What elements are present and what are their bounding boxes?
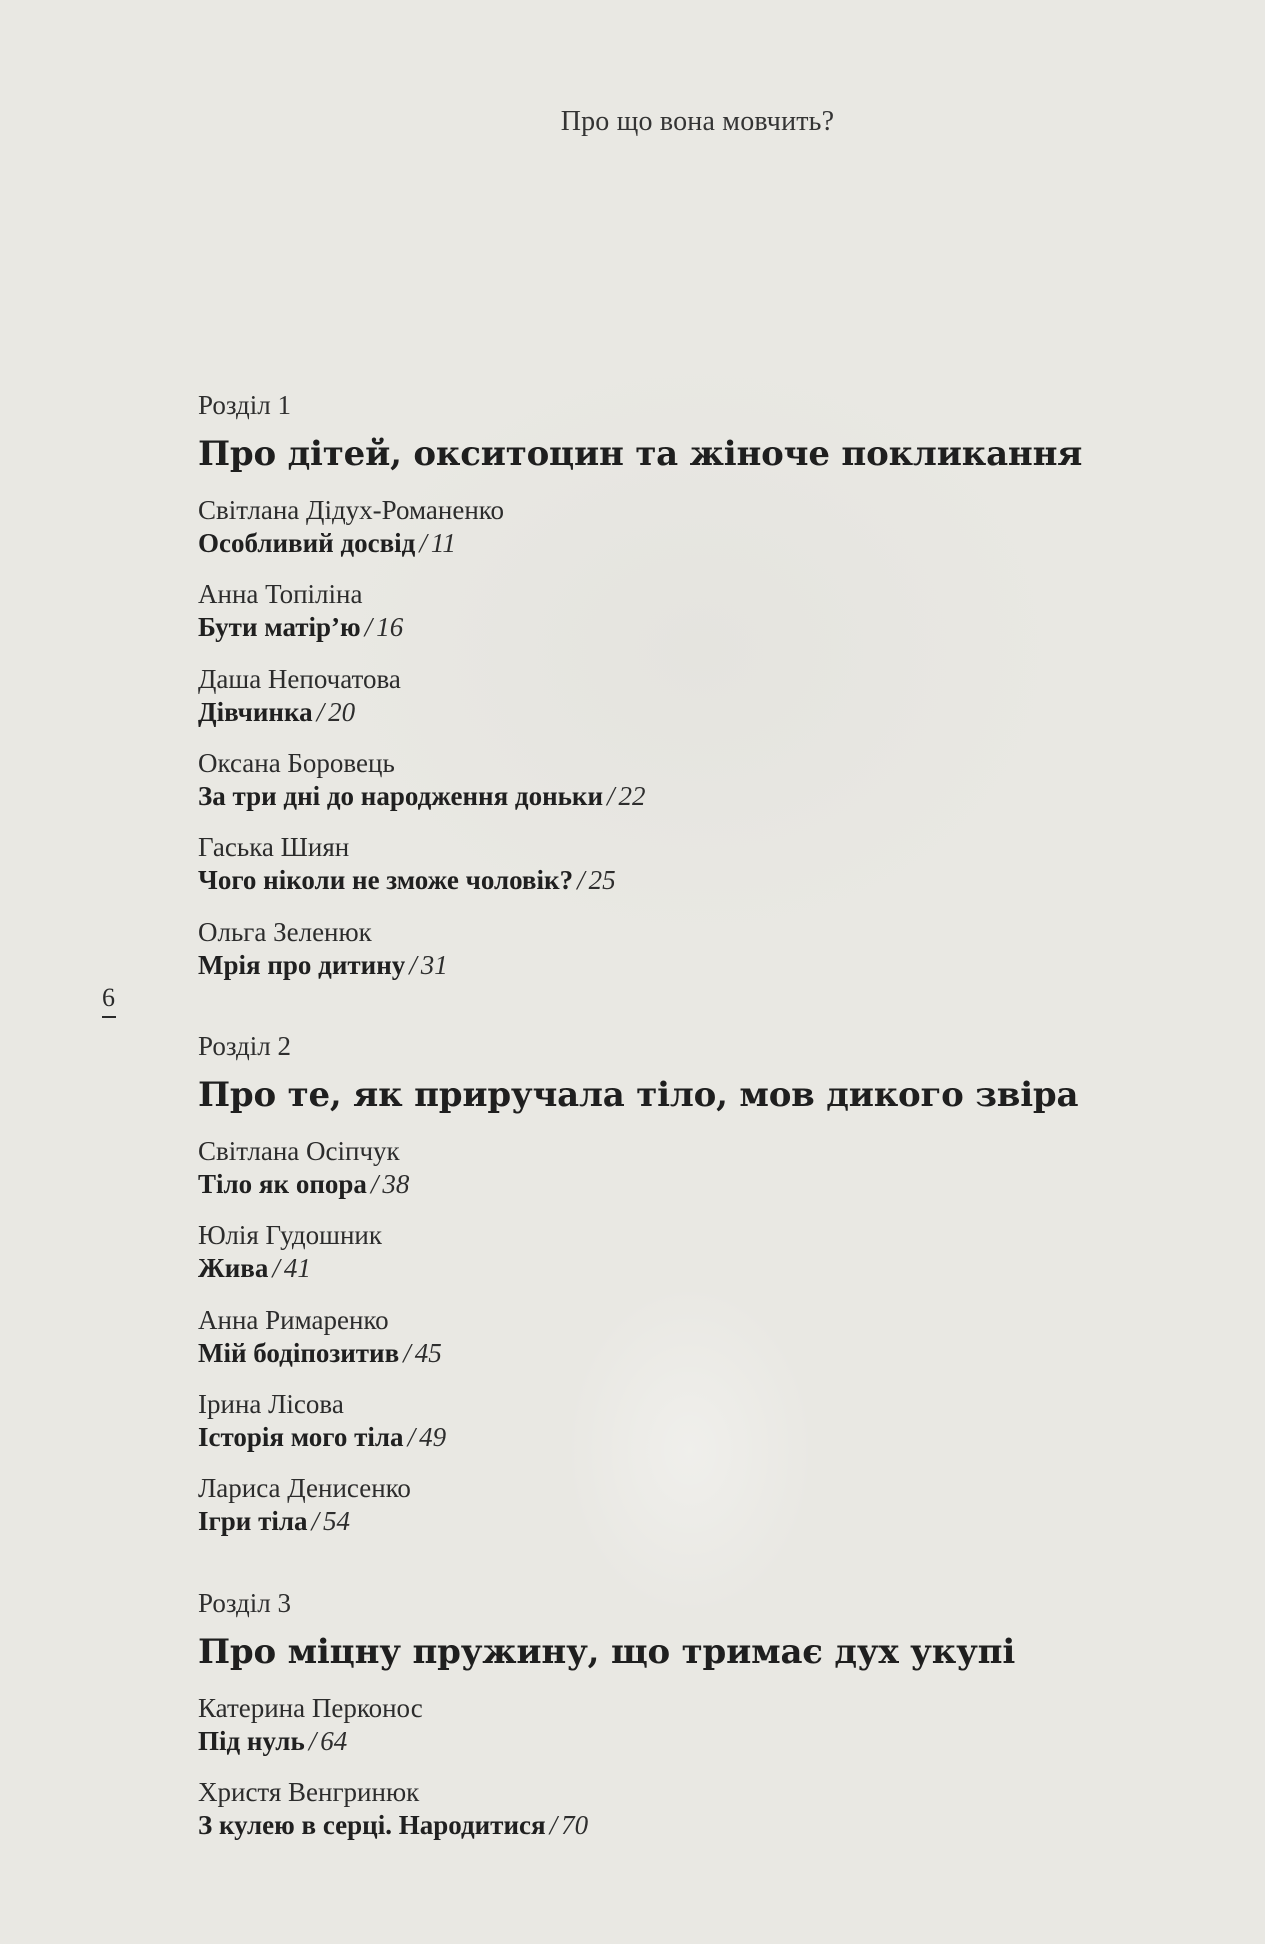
entry-separator: / xyxy=(364,612,373,643)
entry-separator: / xyxy=(308,1725,317,1756)
entry-separator: / xyxy=(549,1810,558,1841)
entry-title: Чого ніколи не зможе чоловік? xyxy=(198,865,574,896)
entry-author: Анна Топіліна xyxy=(198,579,363,610)
entry-title-line xyxy=(198,1168,1098,1200)
entry-title: Мій бодіпозитив xyxy=(198,1337,400,1368)
entry-page: 16 xyxy=(376,612,404,643)
entry-title: З кулею в серці. Народитися xyxy=(198,1810,546,1841)
entry-title-line xyxy=(198,1809,1098,1841)
entry-title: Історія мого тіла xyxy=(198,1422,404,1453)
entry-title: Дівчинка xyxy=(198,696,313,727)
entry-page: 38 xyxy=(382,1169,410,1200)
entry-page: 11 xyxy=(430,528,456,559)
entry-page: 64 xyxy=(320,1725,348,1756)
entry-separator: / xyxy=(403,1337,411,1368)
entry-author: Христя Венгринюк xyxy=(198,1777,420,1808)
entry-separator: / xyxy=(577,865,585,896)
entry-title: Жива xyxy=(198,1253,269,1284)
entry-author: Світлана Дідух-Романенко xyxy=(198,495,505,526)
entry-page: 49 xyxy=(419,1422,447,1453)
entry-separator: / xyxy=(419,528,427,559)
entry-title-line xyxy=(198,1421,1098,1453)
entry-page: 70 xyxy=(561,1810,589,1841)
entry-separator: / xyxy=(407,1422,416,1453)
entry-separator: / xyxy=(607,781,615,812)
page-number-rule xyxy=(102,1016,116,1018)
entry-title: За три дні до народження доньки xyxy=(198,781,604,812)
entry-title: Особливий досвід xyxy=(198,528,416,559)
entry-title-line xyxy=(198,1725,1098,1757)
page-number: 6 xyxy=(102,983,115,1012)
running-head: Про що вона мовчить? xyxy=(560,106,835,137)
entry-author: Оксана Боровець xyxy=(198,748,395,779)
entry-separator: / xyxy=(409,949,417,980)
section-1 xyxy=(198,392,1098,981)
entry-page: 25 xyxy=(588,865,616,896)
entry-author: Даша Непочатова xyxy=(198,663,401,694)
entry-separator: / xyxy=(311,1506,320,1537)
entry-author: Лариса Денисенко xyxy=(198,1473,411,1504)
toc-entry xyxy=(198,1388,1098,1453)
entry-page: 22 xyxy=(618,781,646,812)
section-2 xyxy=(198,1033,1098,1538)
entry-page: 31 xyxy=(420,949,448,980)
entry-title-line xyxy=(198,864,1098,896)
entry-author: Ірина Лісова xyxy=(198,1389,344,1420)
toc-entry xyxy=(198,1219,1098,1284)
toc-entry xyxy=(198,916,1098,981)
entry-title-line xyxy=(198,1505,1098,1537)
entry-page: 45 xyxy=(414,1337,442,1368)
entry-title: Під нуль xyxy=(198,1725,305,1756)
entry-author: Катерина Перконос xyxy=(198,1692,423,1723)
toc-entry xyxy=(198,1692,1098,1757)
entry-title-line xyxy=(198,1337,1098,1369)
section-label: Розділ 1 xyxy=(198,390,291,420)
section-title: Про дітей, окситоцин та жіноче покликання xyxy=(198,434,1083,474)
entry-title-line xyxy=(198,780,1098,812)
entry-author: Світлана Осіпчук xyxy=(198,1136,400,1167)
entry-title: Мрія про дитину xyxy=(198,949,406,980)
toc-entry xyxy=(198,494,1098,559)
section-label: Розділ 2 xyxy=(198,1031,291,1062)
entry-title-line xyxy=(198,611,1098,643)
toc-entry xyxy=(198,663,1098,728)
toc-entry xyxy=(198,1776,1098,1841)
entry-title-line xyxy=(198,1252,1098,1284)
entry-page: 20 xyxy=(328,696,356,727)
entry-title-line xyxy=(198,696,1098,728)
entry-title-line xyxy=(198,949,1098,981)
entry-page: 54 xyxy=(323,1506,351,1537)
table-of-contents xyxy=(198,392,1098,1894)
section-label: Розділ 3 xyxy=(198,1587,291,1618)
toc-entry xyxy=(198,747,1098,812)
entry-author: Ольга Зеленюк xyxy=(198,916,372,947)
entry-title: Бути матір’ю xyxy=(198,612,361,643)
section-title: Про міцну пружину, що тримає дух укупі xyxy=(198,1631,1016,1672)
entry-separator: / xyxy=(272,1253,280,1284)
section-3 xyxy=(198,1587,1098,1842)
entry-page: 41 xyxy=(283,1253,311,1284)
toc-entry xyxy=(198,1135,1098,1200)
entry-author: Анна Римаренко xyxy=(198,1304,389,1335)
toc-entry xyxy=(198,1472,1098,1537)
entry-separator: / xyxy=(370,1169,379,1200)
toc-entry xyxy=(198,831,1098,896)
toc-entry xyxy=(198,1304,1098,1369)
toc-entry xyxy=(198,578,1098,643)
entry-author: Гаська Шиян xyxy=(198,832,350,863)
entry-author: Юлія Гудошник xyxy=(198,1220,382,1251)
section-title: Про те, як приручала тіло, мов дикого звіра xyxy=(198,1075,1079,1116)
entry-title: Ігри тіла xyxy=(198,1506,308,1537)
entry-title: Тіло як опора xyxy=(198,1169,367,1200)
entry-separator: / xyxy=(316,696,325,727)
entry-title-line xyxy=(198,527,1098,559)
